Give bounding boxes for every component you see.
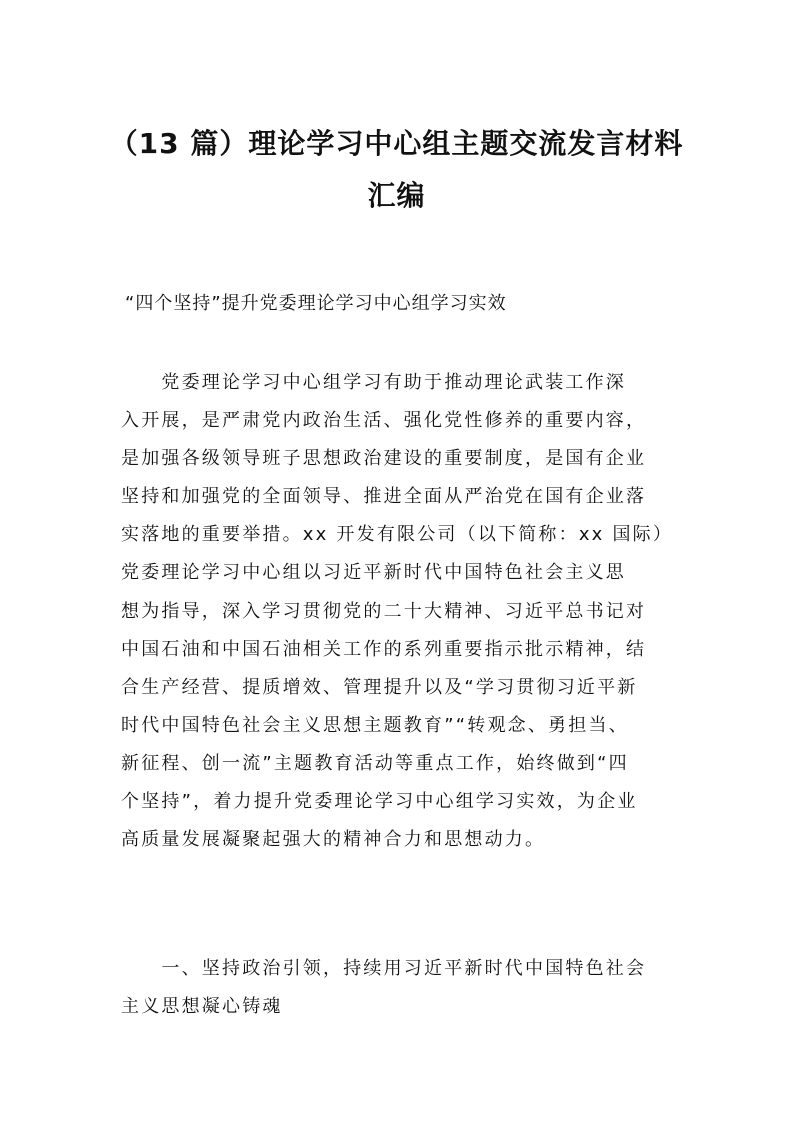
section-heading: “四个坚持”提升党委理论学习中心组学习实效 [125,293,507,314]
paragraph-line: 主义思想凝心铸魂 [121,996,283,1018]
paragraph-line: 是加强各级领导班子思想政治建设的重要制度，是国有企业 [121,448,647,470]
title-line: 汇编 [367,179,426,212]
paragraph-line: 时代中国特色社会主义思想主题教育”“转观念、勇担当、 [121,714,629,736]
paragraph-line: 一、坚持政治引领，持续用习近平新时代中国特色社会 [121,958,647,979]
paragraph-line: 党委理论学习中心组以习近平新时代中国特色社会主义思 [121,562,626,584]
paragraph-line: 合生产经营、提质增效、管理提升以及“学习贯彻习近平新 [121,676,638,698]
body-paragraph [121,364,677,859]
paragraph-line: 新征程、创一流”主题教育活动等重点工作，始终做到“四 [121,752,629,774]
paragraph-line: 党委理论学习中心组学习有助于推动理论武装工作深 [121,372,626,393]
paragraph-line: 入开展，是严肃党内政治生活、强化党性修养的重要内容， [121,410,647,432]
paragraph-line: 高质量发展凝聚起强大的精神合力和思想动力。 [121,829,546,851]
section-one-heading [121,950,677,1026]
title-line: （13 篇）理论学习中心组主题交流发言材料 [109,127,684,160]
paragraph-line: 中国石油和中国石油相关工作的系列重要指示批示精神，结 [121,638,647,660]
paragraph-line: 想为指导，深入学习贯彻党的二十大精神、习近平总书记对 [121,600,647,622]
paragraph-line: 个坚持”，着力提升党委理论学习中心组学习实效，为企业 [121,791,638,813]
paragraph-line: 实落地的重要举措。xx 开发有限公司（以下简称：xx 国际） [121,524,674,546]
paragraph-line: 坚持和加强党的全面领导、推进全面从严治党在国有企业落 [121,486,647,508]
document-title [100,118,693,222]
